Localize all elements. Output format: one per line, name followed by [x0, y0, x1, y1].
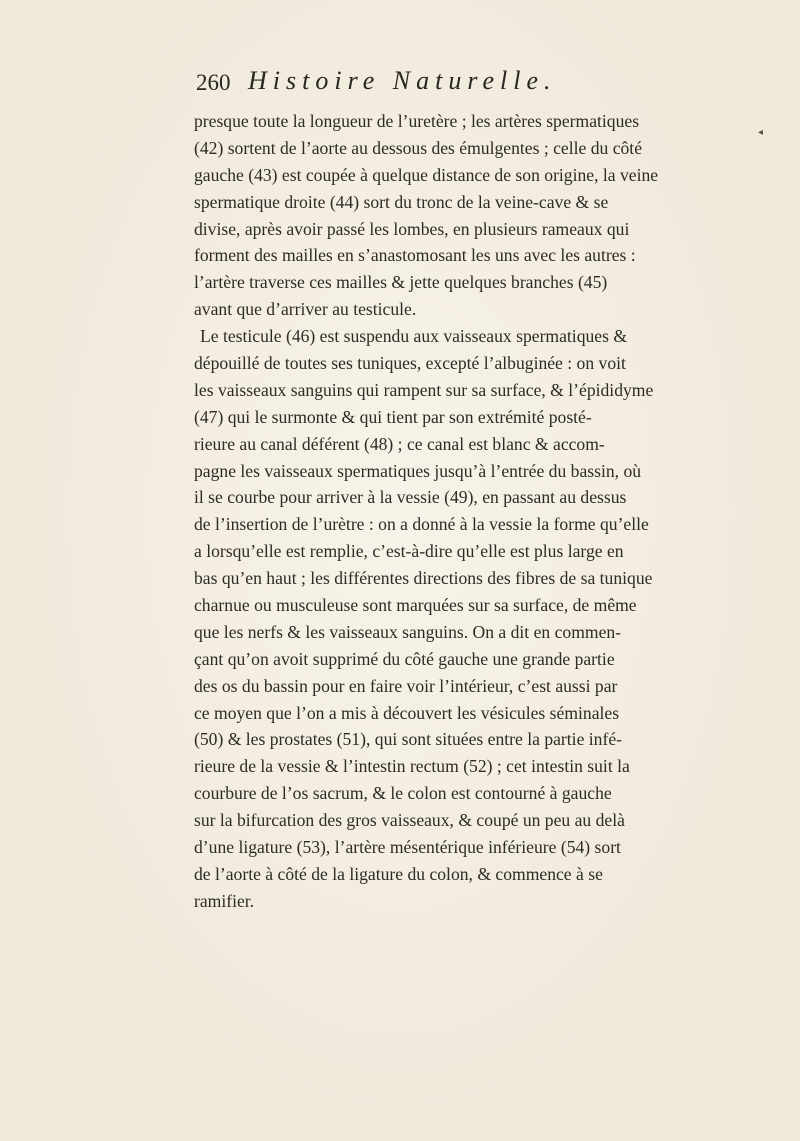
text-line: de l’insertion de l’urètre : on a donné à la vessie la forme qu’elle — [194, 514, 649, 535]
text-line: dépouillé de toutes ses tuniques, excepté l’albuginée : on voit — [194, 353, 626, 374]
text-line: ce moyen que l’on a mis à découvert les vésicules séminales — [194, 702, 620, 723]
text-line: d’une ligature (53), l’artère mésentérique inférieure (54) sort — [194, 837, 621, 858]
text-line: bas qu’en haut ; les différentes directions des fibres de sa tunique — [194, 568, 653, 589]
text-line: sur la bifurcation des gros vaisseaux, & coupé un peu au delà — [194, 810, 625, 831]
text-line: il se courbe pour arriver à la vessie (49), en passant au dessus — [194, 487, 627, 508]
running-title: Histoire Naturelle. — [248, 66, 557, 95]
text-line: Le testicule (46) est suspendu aux vaisseaux spermatiques & — [200, 326, 628, 347]
text-line: que les nerfs & les vaisseaux sanguins. On a dit en commen- — [194, 621, 622, 642]
text-line: presque toute la longueur de l’uretère ; les artères spermatiques — [194, 111, 640, 131]
text-line: gauche (43) est coupée à quelque distance de son origine, la veine — [194, 164, 659, 185]
text-line: rieure de la vessie & l’intestin rectum (52) ; cet intestin suit la — [194, 756, 630, 777]
text-line: çant qu’on avoit supprimé du côté gauche une grande partie — [194, 648, 615, 669]
text-line: de l’aorte à côté de la ligature du colon, & commence à se — [194, 863, 603, 884]
text-line: des os du bassin pour en faire voir l’intérieur, c’est aussi par — [194, 675, 618, 696]
body-text — [194, 108, 659, 915]
text-line: avant que d’arriver au testicule. — [194, 299, 417, 320]
text-line: ramifier. — [194, 890, 255, 911]
text-line: courbure de l’os sacrum, & le colon est contourné à gauche — [194, 783, 612, 804]
text-line: forment des mailles en s’anastomosant les uns avec les autres : — [194, 245, 636, 266]
text-line: spermatique droite (44) sort du tronc de la veine-cave & se — [194, 191, 609, 212]
text-line: rieure au canal déférent (48) ; ce canal est blanc & accom- — [194, 433, 605, 454]
page-header — [196, 66, 616, 106]
text-line: charnue ou musculeuse sont marquées sur sa surface, de même — [194, 595, 637, 616]
text-line: l’artère traverse ces mailles & jette quelques branches (45) — [194, 272, 608, 293]
text-line: divise, après avoir passé les lombes, en plusieurs rameaux qui — [194, 218, 630, 239]
margin-mark: ◂ — [758, 127, 764, 138]
text-line: (42) sortent de l’aorte au dessous des émulgentes ; celle du côté — [194, 137, 643, 158]
text-line: (47) qui le surmonte & qui tient par son extrémité posté- — [194, 406, 592, 427]
text-line: (50) & les prostates (51), qui sont situées entre la partie infé- — [194, 729, 622, 750]
text-line: pagne les vaisseaux spermatiques jusqu’à l’entrée du bassin, où — [194, 460, 642, 481]
page-number: 260 — [196, 70, 231, 95]
text-line: a lorsqu’elle est remplie, c’est-à-dire qu’elle est plus large en — [194, 541, 624, 562]
text-line: les vaisseaux sanguins qui rampent sur sa surface, & l’épididyme — [194, 379, 654, 400]
